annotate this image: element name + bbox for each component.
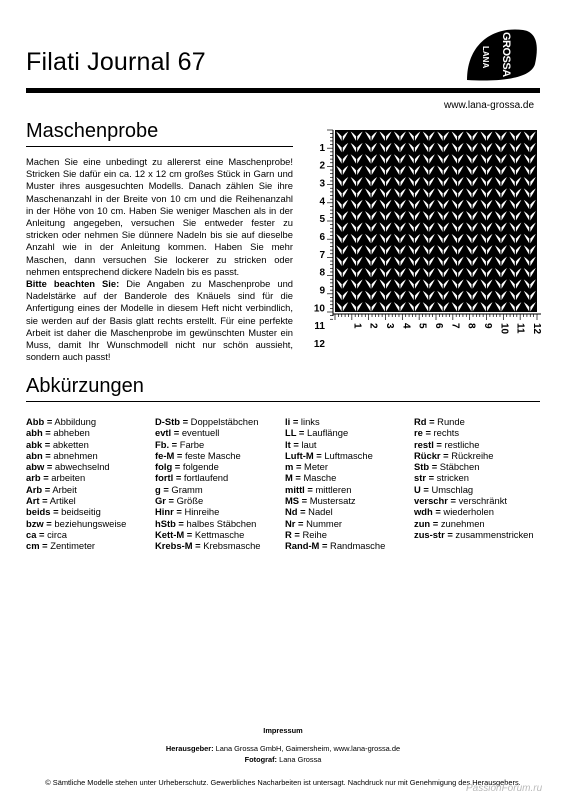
abbreviation-term: abn = (26, 449, 51, 461)
abbreviation-term: arb = (26, 472, 49, 484)
abbreviation-item (26, 472, 126, 483)
abbreviation-item (26, 540, 126, 551)
abbreviation-term: M = (285, 472, 301, 484)
abbreviation-meaning: abketten (50, 438, 89, 450)
abbreviation-item (414, 439, 534, 450)
abbreviation-meaning: Artikel (47, 495, 76, 507)
photographer-value: Lana Grossa (277, 755, 322, 764)
abbreviation-meaning: Masche (300, 472, 337, 484)
publisher-value: Lana Grossa GmbH, Gaimersheim, www.lana-grossa.de (213, 744, 401, 753)
publisher-line (0, 744, 566, 753)
abbreviation-meaning: Mustersatz (307, 495, 356, 507)
abbreviation-term: D-Stb = (155, 416, 189, 427)
abbreviation-meaning: fortlaufend (181, 472, 229, 484)
ruler-number: 6 (319, 232, 325, 244)
abbreviation-item (155, 484, 261, 495)
abbreviation-meaning: Doppelstäbchen (188, 416, 259, 427)
abbreviation-term: abw = (26, 461, 53, 473)
abbreviation-item (414, 506, 534, 517)
abbreviation-item (155, 427, 261, 438)
ruler-number: 2 (319, 160, 325, 172)
ruler-number: 8 (465, 323, 477, 329)
abbreviation-meaning: abnehmen (50, 449, 98, 461)
abbreviation-item (155, 518, 261, 529)
abbreviation-term: ca = (26, 528, 45, 540)
abbreviation-meaning: mittleren (312, 483, 352, 495)
ruler-number: 10 (498, 323, 510, 335)
abbreviation-term: wdh = (414, 506, 441, 518)
abbreviation-item (26, 461, 126, 472)
abbreviation-term: restl = (414, 438, 442, 450)
abbreviation-meaning: Krebsmasche (200, 540, 261, 552)
abbreviation-term: cm = (26, 540, 48, 552)
abbreviation-item (155, 506, 261, 517)
abbreviation-meaning: Nadel (305, 506, 333, 518)
paragraph-2 (26, 278, 293, 363)
abbreviation-column-4 (414, 416, 534, 540)
abbreviation-term: hStb = (155, 517, 184, 529)
abbreviation-term: Rückr = (414, 449, 449, 461)
svg-text:GROSSA: GROSSA (500, 32, 512, 77)
abbreviation-item (155, 540, 261, 551)
abbreviation-meaning: Runde (434, 416, 465, 427)
abbreviation-item (414, 518, 534, 529)
abbreviation-item (414, 529, 534, 540)
abbreviation-term: Nd = (285, 506, 306, 518)
paragraph-2-lead: Bitte beachten Sie: (26, 278, 120, 290)
abbreviation-meaning: circa (44, 528, 67, 540)
abbreviation-term: Stb = (414, 461, 438, 473)
abbreviation-item (26, 484, 126, 495)
maschenprobe-heading: Maschenprobe (26, 120, 159, 142)
swatch-background (335, 130, 537, 312)
abkuerzungen-heading: Abkürzungen (26, 375, 144, 397)
publisher-label: Herausgeber: (165, 744, 214, 753)
abbreviation-meaning: rechts (430, 427, 460, 439)
abbreviation-meaning: halbes Stäbchen (183, 517, 257, 529)
abbreviation-item (285, 484, 385, 495)
heading-rule (26, 401, 540, 402)
abbreviation-meaning: laut (298, 438, 317, 450)
abbreviation-meaning: Arbeit (50, 483, 77, 495)
abbreviation-meaning: stricken (434, 472, 469, 484)
abbreviation-item (285, 472, 385, 483)
abbreviation-meaning: Nummer (303, 517, 343, 529)
abbreviation-meaning: Größe (174, 495, 204, 507)
abbreviation-term: str = (414, 472, 435, 484)
ruler-number: 2 (367, 323, 379, 329)
abbreviation-meaning: Reihe (299, 528, 327, 540)
watermark: PassionForum.ru (466, 783, 543, 794)
ruler-number: 5 (319, 214, 325, 226)
abbreviation-meaning: verschränkt (455, 495, 508, 507)
abbreviation-meaning: feste Masche (182, 449, 241, 461)
photographer-line (0, 755, 566, 764)
abbreviation-term: fe-M = (155, 449, 183, 461)
abbreviation-item (285, 450, 385, 461)
abbreviation-term: re = (414, 427, 431, 439)
abbreviation-term: Art = (26, 495, 48, 507)
ruler-number: 5 (416, 323, 428, 329)
abbreviation-item (414, 450, 534, 461)
abbreviation-meaning: Kettmasche (192, 528, 245, 540)
abbreviation-meaning: Zentimeter (47, 540, 96, 552)
ruler-number: 10 (313, 303, 325, 315)
abbreviation-meaning: Rückreihe (448, 449, 494, 461)
ruler-number: 4 (400, 323, 412, 329)
abbreviation-item (26, 529, 126, 540)
abbreviation-meaning: arbeiten (48, 472, 86, 484)
abbreviation-item (414, 472, 534, 483)
ruler-number: 12 (530, 323, 542, 335)
abbreviation-meaning: beziehungsweise (51, 517, 127, 529)
abbreviation-item (414, 484, 534, 495)
abbreviation-item (26, 416, 126, 427)
abbreviation-meaning: Abbildung (52, 416, 97, 427)
svg-text:LANA: LANA (481, 46, 490, 69)
abbreviation-item (155, 439, 261, 450)
ruler-number: 7 (449, 323, 461, 329)
abbreviation-term: Arb = (26, 483, 51, 495)
abbreviation-meaning: beidseitig (58, 506, 101, 518)
abbreviation-term: Abb = (26, 416, 53, 427)
lana-grossa-logo (463, 24, 541, 84)
abbreviation-term: verschr = (414, 495, 456, 507)
copyright-notice: © Sämtliche Modelle stehen unter Urheberschutz. Gewerbliches Nacharbeiten ist untersagt. Nachdruck nur mit Genehmigung des Herausgebers. (45, 778, 521, 787)
abbreviation-item (155, 450, 261, 461)
abbreviation-item (285, 506, 385, 517)
abbreviation-item (414, 427, 534, 438)
photographer-label: Fotograf: (244, 755, 278, 764)
abbreviation-item (414, 495, 534, 506)
abbreviation-item (285, 518, 385, 529)
abbreviation-meaning: zusammenstricken (452, 528, 534, 540)
abbreviation-term: g = (155, 483, 169, 495)
abbreviation-item (285, 461, 385, 472)
heading-rule (26, 146, 293, 147)
abbreviation-meaning: folgende (180, 461, 219, 473)
ruler-number: 3 (383, 323, 395, 329)
abbreviation-item (155, 495, 261, 506)
abbreviation-term: zus-str = (414, 528, 453, 540)
ruler-number: 6 (432, 323, 444, 329)
abbreviation-column-2 (155, 416, 261, 552)
abbreviation-item (285, 529, 385, 540)
abbreviation-meaning: Luftmasche (321, 449, 373, 461)
abbreviation-term: m = (285, 461, 302, 473)
abbreviation-meaning: Umschlag (428, 483, 474, 495)
paragraph-1: Machen Sie eine unbedingt zu allererst eine Maschenprobe! Stricken Sie dafür ein ca. 12 x 12 cm großes Stück in Garn und Muster ihres ausgesuchten Modells. Danach zählen Sie ihre Maschenanzahl in der Breite von 10 cm und die Reihenanzahl in der Höhe von 10 cm. Haben Sie weniger Maschen als in der Anleitung angegeben, versuchen Sie entweder fester zu stricken oder nehmen Sie dünnere Nadeln bis sie auf dieselbe Anzahl wie in der Anleitung kommen. Haben Sie mehr Maschen, dann versuchen Sie lockerer zu stricken oder nehmen entsprechend dickere Nadeln bis es passt. (26, 156, 293, 277)
abbreviation-item (414, 416, 534, 427)
abbreviation-term: MS = (285, 495, 308, 507)
abbreviation-term: Hinr = (155, 506, 182, 518)
abbreviation-item (26, 450, 126, 461)
abbreviation-term: zun = (414, 517, 439, 529)
abbreviation-item (26, 427, 126, 438)
abbreviation-term: Krebs-M = (155, 540, 201, 552)
abbreviation-column-1 (26, 416, 126, 552)
ruler-number: 11 (314, 321, 325, 333)
abbreviation-term: bzw = (26, 517, 52, 529)
abbreviation-term: abh = (26, 427, 51, 439)
abbreviation-item (26, 506, 126, 517)
abbreviation-item (285, 439, 385, 450)
ruler-number: 12 (313, 339, 325, 351)
abbreviation-item (414, 461, 534, 472)
abbreviation-meaning: Randmasche (327, 540, 386, 552)
abbreviation-meaning: links (298, 416, 320, 427)
abbreviation-term: li = (285, 416, 299, 427)
abbreviation-meaning: Hinreihe (181, 506, 220, 518)
abbreviation-term: abk = (26, 438, 51, 450)
abbreviation-item (285, 416, 385, 427)
abbreviation-term: LL = (285, 427, 305, 439)
ruler-number: 7 (319, 249, 325, 261)
abbreviation-term: beids = (26, 506, 59, 518)
ruler-number: 9 (319, 285, 325, 297)
abbreviation-meaning: abwechselnd (52, 461, 110, 473)
abbreviation-meaning: Lauflänge (304, 427, 349, 439)
abbreviation-term: lt = (285, 438, 299, 450)
ruler-number: 4 (319, 196, 325, 208)
website-url[interactable]: www.lana-grossa.de (444, 100, 535, 111)
abbreviation-term: U = (414, 483, 429, 495)
abbreviation-item (285, 540, 385, 551)
abbreviation-meaning: Meter (301, 461, 328, 473)
abbreviation-item (26, 518, 126, 529)
abbreviation-meaning: Stäbchen (437, 461, 480, 473)
abbreviation-term: Luft-M = (285, 449, 322, 461)
abbreviation-term: Nr = (285, 517, 304, 529)
abbreviation-term: folg = (155, 461, 181, 473)
ruler-number: 11 (514, 323, 526, 334)
abbreviation-term: Fb. = (155, 438, 178, 450)
abbreviation-column-3 (285, 416, 385, 552)
paragraph-2-body: Die Angaben zu Maschenprobe und Nadelstärke auf der Banderole des Knäuels sind für die Anfertigung eines der Modelle in diesem Heft nicht verbindlich, sie werden auf der Basis glatt rechts erstellt. Für eine perfekte Arbeit ist daher die Maschenprobe im gewünschten Muster ein Muss, damit Ihr Wunschmodell nicht nur schön aussieht, sondern auch passt! (26, 278, 293, 363)
maschenprobe-text (26, 156, 293, 363)
abbreviation-term: Gr = (155, 495, 175, 507)
abbreviation-item (155, 461, 261, 472)
abbreviation-item (285, 427, 385, 438)
ruler-number: 8 (319, 267, 325, 279)
abbreviation-term: mittl = (285, 483, 313, 495)
impressum-heading: Impressum (263, 726, 303, 735)
abbreviation-item (285, 495, 385, 506)
page-title: Filati Journal 67 (26, 48, 206, 76)
ruler-number: 9 (481, 323, 493, 329)
abbreviation-term: fortl = (155, 472, 182, 484)
abbreviation-meaning: abheben (50, 427, 90, 439)
abbreviation-item (155, 529, 261, 540)
abbreviation-term: R = (285, 528, 300, 540)
ruler-number: 3 (319, 178, 325, 190)
abbreviation-meaning: wiederholen (440, 506, 494, 518)
abbreviation-item (155, 416, 261, 427)
abbreviation-item (155, 472, 261, 483)
abbreviation-item (26, 495, 126, 506)
abbreviation-meaning: eventuell (179, 427, 220, 439)
knitting-swatch-diagram (299, 126, 542, 351)
header-bar (26, 88, 540, 93)
abbreviation-term: Kett-M = (155, 528, 193, 540)
abbreviation-meaning: Farbe (177, 438, 205, 450)
abbreviation-term: Rand-M = (285, 540, 328, 552)
abbreviation-term: evtl = (155, 427, 180, 439)
abbreviation-meaning: restliche (441, 438, 480, 450)
abbreviation-meaning: zunehmen (438, 517, 485, 529)
abbreviation-item (26, 439, 126, 450)
ruler-number: 1 (319, 142, 325, 154)
abbreviation-term: Rd = (414, 416, 435, 427)
abbreviation-meaning: Gramm (168, 483, 203, 495)
ruler-number: 1 (351, 323, 363, 329)
